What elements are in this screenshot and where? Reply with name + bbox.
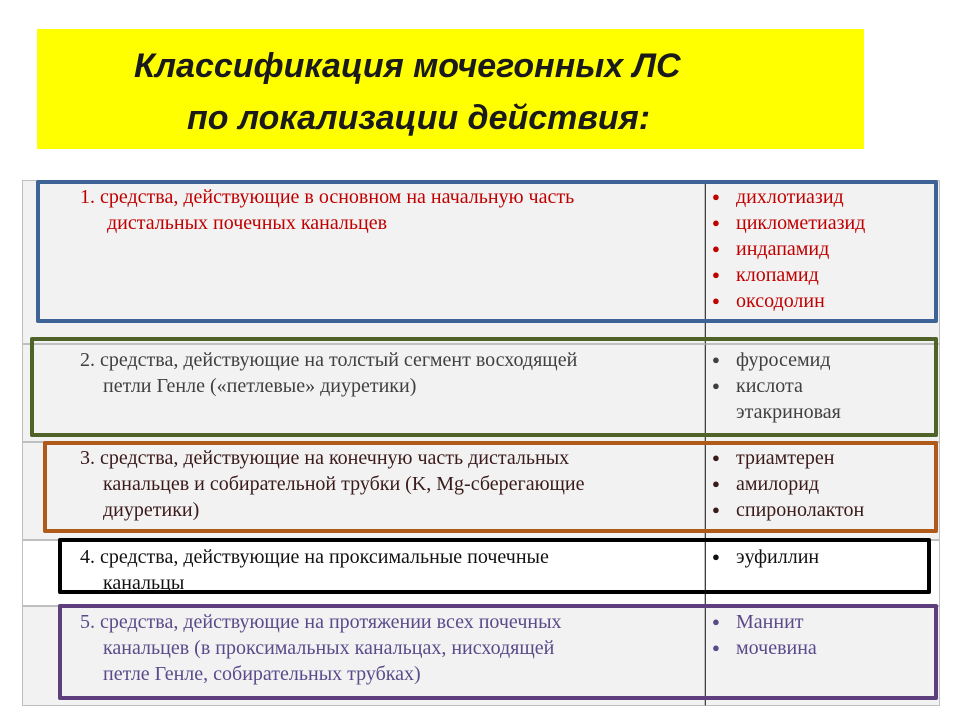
drug-item: ● циклометиазид (712, 212, 866, 234)
drug-item: ● фуросемид (712, 349, 831, 371)
category-4-frame (58, 538, 931, 594)
bullet-icon: ● (712, 352, 720, 367)
drug-item: этакриновая (736, 401, 841, 423)
bullet-icon: ● (712, 241, 720, 256)
category-1-line-1: 1. средства, действующие в основном на начальную часть (80, 186, 575, 208)
category-1-line-2: дистальных почечных канальцев (107, 212, 388, 234)
category-3-line-1: 3. средства, действующие на конечную часть дистальных (80, 447, 570, 469)
category-2-frame (30, 337, 938, 437)
bullet-icon: ● (712, 189, 720, 204)
drug-item: ● спиронолактон (712, 499, 865, 521)
category-2-line-2: петли Генле («петлевые» диуретики) (103, 375, 417, 397)
category-5-line-1: 5. средства, действующие на протяжении всех почечных (80, 611, 562, 633)
drug-item: ● эуфиллин (712, 546, 820, 568)
drug-item: ● триамтерен (712, 447, 835, 469)
drug-item: ● кислота (712, 375, 803, 397)
title-banner (37, 29, 864, 149)
title-line-1: Классификация мочегонных ЛС (134, 47, 681, 85)
bullet-icon: ● (712, 640, 720, 655)
drug-item: ● Маннит (712, 611, 804, 633)
drug-item: ● амилорид (712, 473, 820, 495)
bullet-icon: ● (712, 476, 720, 491)
category-5-line-3: петле Генле, собирательных трубках) (103, 663, 421, 685)
category-3-line-2: канальцев и собирательной трубки (K, Mg-сберегающие (103, 473, 585, 495)
bullet-icon: ● (712, 614, 720, 629)
drug-item: ● мочевина (712, 637, 817, 659)
drug-item: ● оксодолин (712, 290, 825, 312)
bullet-icon: ● (712, 215, 720, 230)
drug-item: ● дихлотиазид (712, 186, 844, 208)
drug-item: ● индапамид (712, 238, 830, 260)
drug-item: ● клопамид (712, 264, 819, 286)
bullet-icon: ● (712, 378, 720, 393)
category-5-frame (58, 604, 938, 700)
category-1-frame (36, 180, 938, 323)
category-3-frame (43, 441, 938, 533)
bullet-icon: ● (712, 450, 720, 465)
category-2-line-1: 2. средства, действующие на толстый сегмент восходящей (80, 349, 578, 371)
title-line-2: по локализации действия: (187, 99, 651, 137)
bullet-icon: ● (712, 267, 720, 282)
category-3-line-3: диуретики) (103, 499, 200, 521)
category-5-line-2: канальцев (в проксимальных канальцах, нисходящей (103, 637, 555, 659)
category-4-line-2: канальцы (103, 572, 185, 594)
bullet-icon: ● (712, 293, 720, 308)
bullet-icon: ● (712, 549, 720, 564)
category-4-line-1: 4. средства, действующие на проксимальные почечные (80, 546, 549, 568)
bullet-icon: ● (712, 502, 720, 517)
